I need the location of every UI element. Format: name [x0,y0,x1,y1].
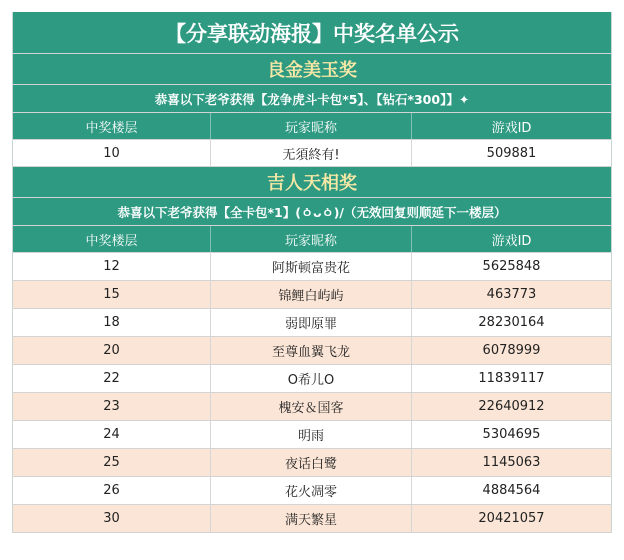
table-row [13,140,611,167]
game-id-cell: 22640912 [478,399,545,414]
nickname-cell: O希儿O [211,365,412,392]
table-row [13,365,611,393]
table-row [13,281,611,309]
game-id-cell: 5304695 [482,427,541,442]
nickname-cell: 满天繁星 [211,505,412,532]
floor-cell: 25 [13,449,211,476]
table-row [13,393,611,421]
floor-cell: 10 [13,140,211,166]
table-header [13,226,611,253]
floor-cell: 22 [13,365,211,392]
winner-list-sheet [12,12,612,533]
game-id-cell: 6078999 [482,343,541,358]
nickname-cell: 夜话白鹭 [211,449,412,476]
header-game-id: 游戏ID [491,120,532,136]
section-subtitle-prize-2: 恭喜以下老爷获得【全卡包*1】(ㆁᴗㆁ)/（无效回复则顺延下一楼层） [13,198,611,226]
table-row [13,477,611,505]
game-id-cell: 28230164 [478,315,545,330]
section-subtitle-prize-1: 恭喜以下老爷获得【龙争虎斗卡包*5】、【钻石*300】】✦ [13,85,611,113]
nickname-cell: 锦鲤白屿屿 [211,281,412,308]
header-floor: 中奖楼层 [13,113,211,139]
header-game-id: 游戏ID [491,233,532,249]
floor-cell: 24 [13,421,211,448]
section-title-prize-2: 吉人天相奖 [13,167,611,198]
table-row [13,421,611,449]
nickname-cell: 槐安＆国客 [211,393,412,420]
table-row [13,505,611,533]
header-nickname: 玩家昵称 [211,226,412,252]
table-row [13,337,611,365]
game-id-cell: 11839117 [478,371,545,386]
nickname-cell: 无須終有! [211,140,412,166]
nickname-cell: 阿斯顿富贵花 [211,253,412,280]
floor-cell: 30 [13,505,211,532]
table-row [13,309,611,337]
table-row [13,449,611,477]
game-id-cell: 20421057 [478,511,545,526]
nickname-cell: 弱即原罪 [211,309,412,336]
floor-cell: 23 [13,393,211,420]
floor-cell: 18 [13,309,211,336]
floor-cell: 26 [13,477,211,504]
header-floor: 中奖楼层 [13,226,211,252]
floor-cell: 12 [13,253,211,280]
table-row [13,253,611,281]
section-title-prize-1: 良金美玉奖 [13,54,611,85]
nickname-cell: 明雨 [211,421,412,448]
nickname-cell: 至尊血翼飞龙 [211,337,412,364]
game-id-cell: 4884564 [482,483,541,498]
header-nickname: 玩家昵称 [211,113,412,139]
table-header [13,113,611,140]
game-id-cell: 509881 [486,145,537,161]
game-id-cell: 463773 [486,287,537,302]
nickname-cell: 花火凋零 [211,477,412,504]
floor-cell: 15 [13,281,211,308]
floor-cell: 20 [13,337,211,364]
game-id-cell: 5625848 [482,259,541,274]
game-id-cell: 1145063 [482,455,541,470]
page-title: 【分享联动海报】中奖名单公示 [13,12,611,54]
